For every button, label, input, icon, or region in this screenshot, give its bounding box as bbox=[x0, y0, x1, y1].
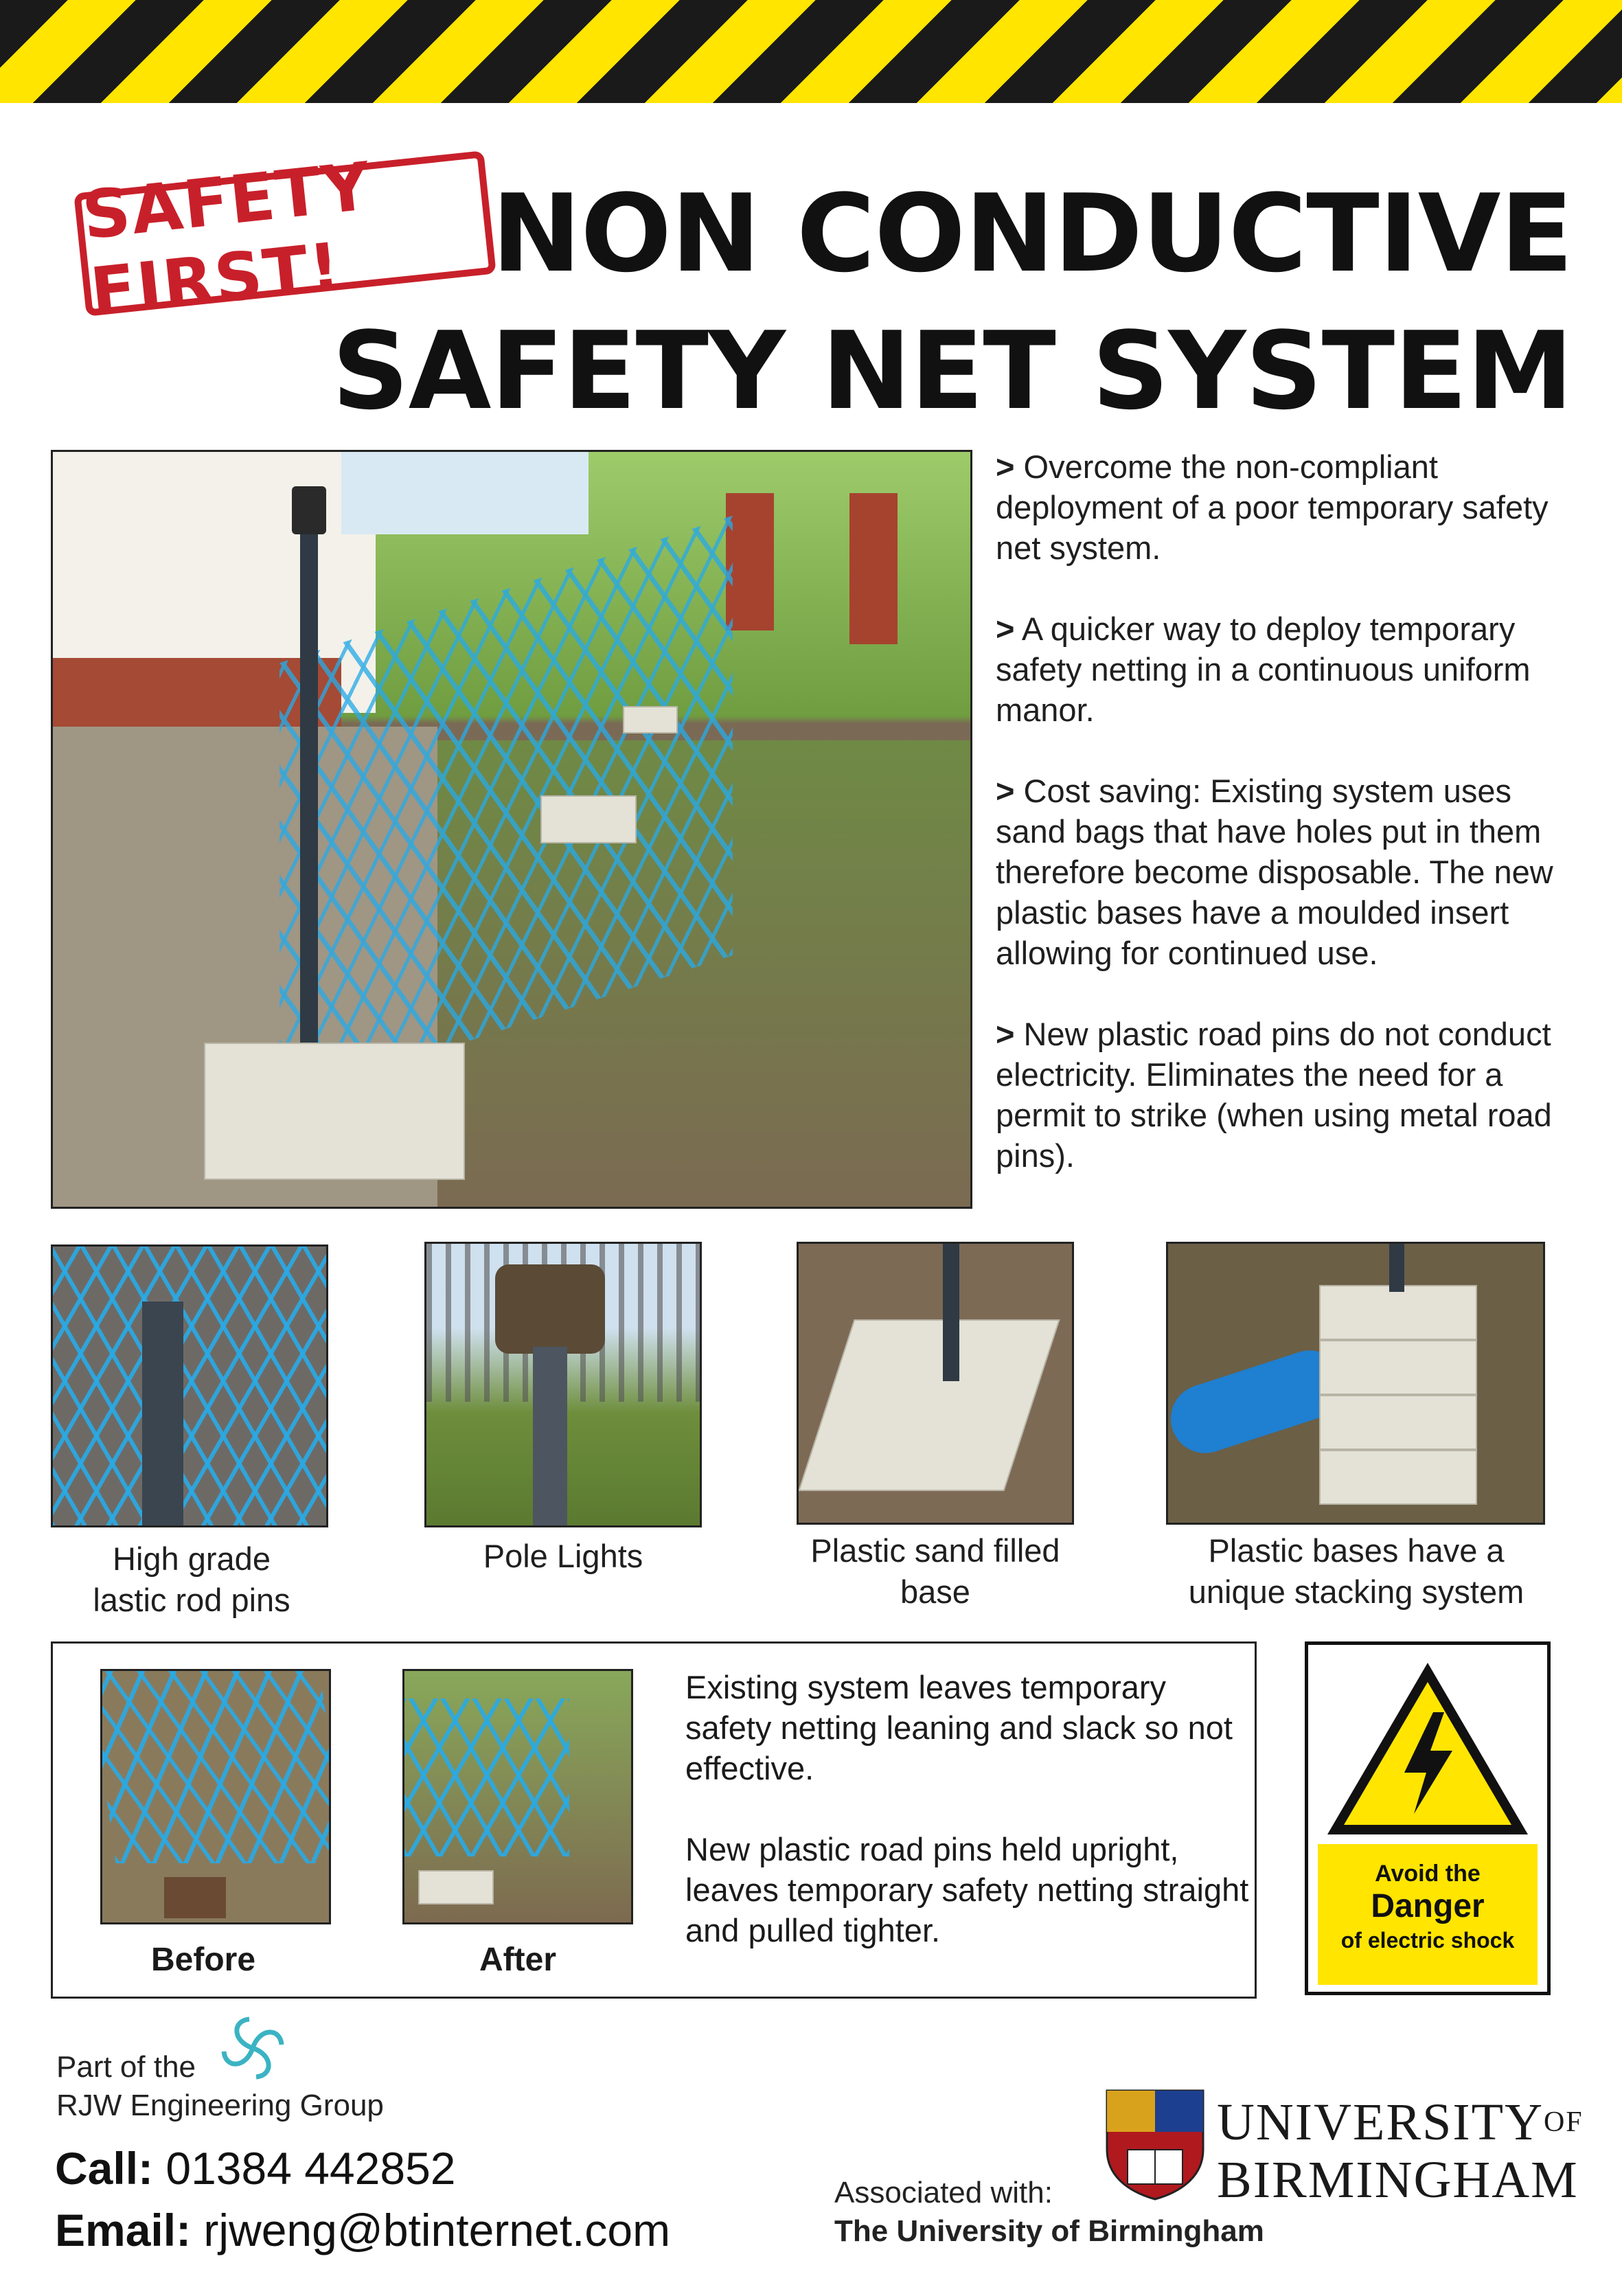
call-label: Call: bbox=[55, 2143, 154, 2194]
university-crest-icon bbox=[1104, 2088, 1206, 2201]
feature-list bbox=[996, 446, 1573, 1216]
university-wordmark bbox=[1217, 2093, 1584, 2209]
thumb-base-photo bbox=[797, 1242, 1074, 1525]
bullet-1: > Overcome the non-compliant deployment of a poor temporary safety net system. bbox=[996, 448, 1549, 566]
danger-sign bbox=[1305, 1641, 1551, 1995]
sign-line-3: of electric shock bbox=[1340, 1928, 1515, 1953]
before-photo bbox=[100, 1669, 331, 1924]
thumb-rod-pins-caption: High grade lastic rod pins bbox=[93, 1541, 290, 1618]
after-label: After bbox=[479, 1942, 556, 1978]
thumb-rod-pins-photo bbox=[51, 1244, 328, 1527]
rjw-logo-icon bbox=[218, 2014, 287, 2082]
bullet-3: > Cost saving: Existing system uses sand bags that have holes put in them therefore become disposable. The new plastic bases have a moulded insert allowing for continued use. bbox=[996, 773, 1553, 971]
email-address[interactable]: rjweng@btinternet.com bbox=[203, 2205, 671, 2255]
after-photo bbox=[402, 1669, 633, 1924]
email-label: Email: bbox=[55, 2205, 192, 2255]
thumb-base-caption: Plastic sand filled base bbox=[810, 1532, 1060, 1610]
hazard-stripe-banner bbox=[0, 0, 1622, 103]
title-line-2: SAFETY NET SYSTEM bbox=[332, 308, 1573, 433]
uob-of: OF bbox=[1543, 2106, 1584, 2138]
before-label: Before bbox=[150, 1942, 256, 1978]
comparison-text-2: New plastic road pins held upright, leaves temporary safety netting straight and pulled tighter. bbox=[685, 1831, 1249, 1948]
safety-first-stamp: SAFETY FIRST! bbox=[73, 150, 496, 317]
uob-line-1: $UNIVERSITY^{OF}$ bbox=[1217, 2093, 1584, 2151]
comparison-text-1: Existing system leaves temporary safety netting leaning and slack so not effective. bbox=[685, 1669, 1233, 1786]
association-label: Associated with: bbox=[834, 2176, 1053, 2209]
main-photo bbox=[51, 450, 972, 1209]
thumb-stacking-caption: Plastic bases have a unique stacking system bbox=[1188, 1532, 1524, 1610]
sign-line-2: Danger bbox=[1371, 1888, 1485, 1924]
thumb-pole-lights-caption: Pole Lights bbox=[483, 1538, 643, 1574]
association-name: The University of Birmingham bbox=[834, 2214, 1264, 2248]
group-line-2: RJW Engineering Group bbox=[56, 2089, 384, 2122]
phone-row bbox=[55, 2137, 742, 2199]
page-title bbox=[332, 165, 1573, 440]
phone-number[interactable]: 01384 442852 bbox=[165, 2143, 456, 2194]
sign-line-1: Avoid the bbox=[1375, 1861, 1481, 1887]
title-line-1: NON CONDUCTIVE bbox=[491, 171, 1573, 296]
uob-line-2: BIRMINGHAM bbox=[1217, 2151, 1579, 2209]
email-row bbox=[55, 2199, 742, 2261]
bullet-4: > New plastic road pins do not conduct electricity. Eliminates the need for a permit to strike (when using metal road pins). bbox=[996, 1016, 1552, 1174]
danger-sign-panel bbox=[1318, 1844, 1538, 1985]
thumb-stacking-photo bbox=[1166, 1242, 1545, 1525]
comparison-text bbox=[685, 1667, 1255, 1991]
contact-block bbox=[55, 2137, 742, 2261]
thumb-pole-lights-photo bbox=[424, 1242, 702, 1527]
group-line-1: Part of the bbox=[56, 2050, 196, 2084]
electric-hazard-triangle-icon bbox=[1323, 1657, 1533, 1839]
bullet-2: > A quicker way to deploy temporary safety netting in a continuous uniform manor. bbox=[996, 611, 1531, 728]
